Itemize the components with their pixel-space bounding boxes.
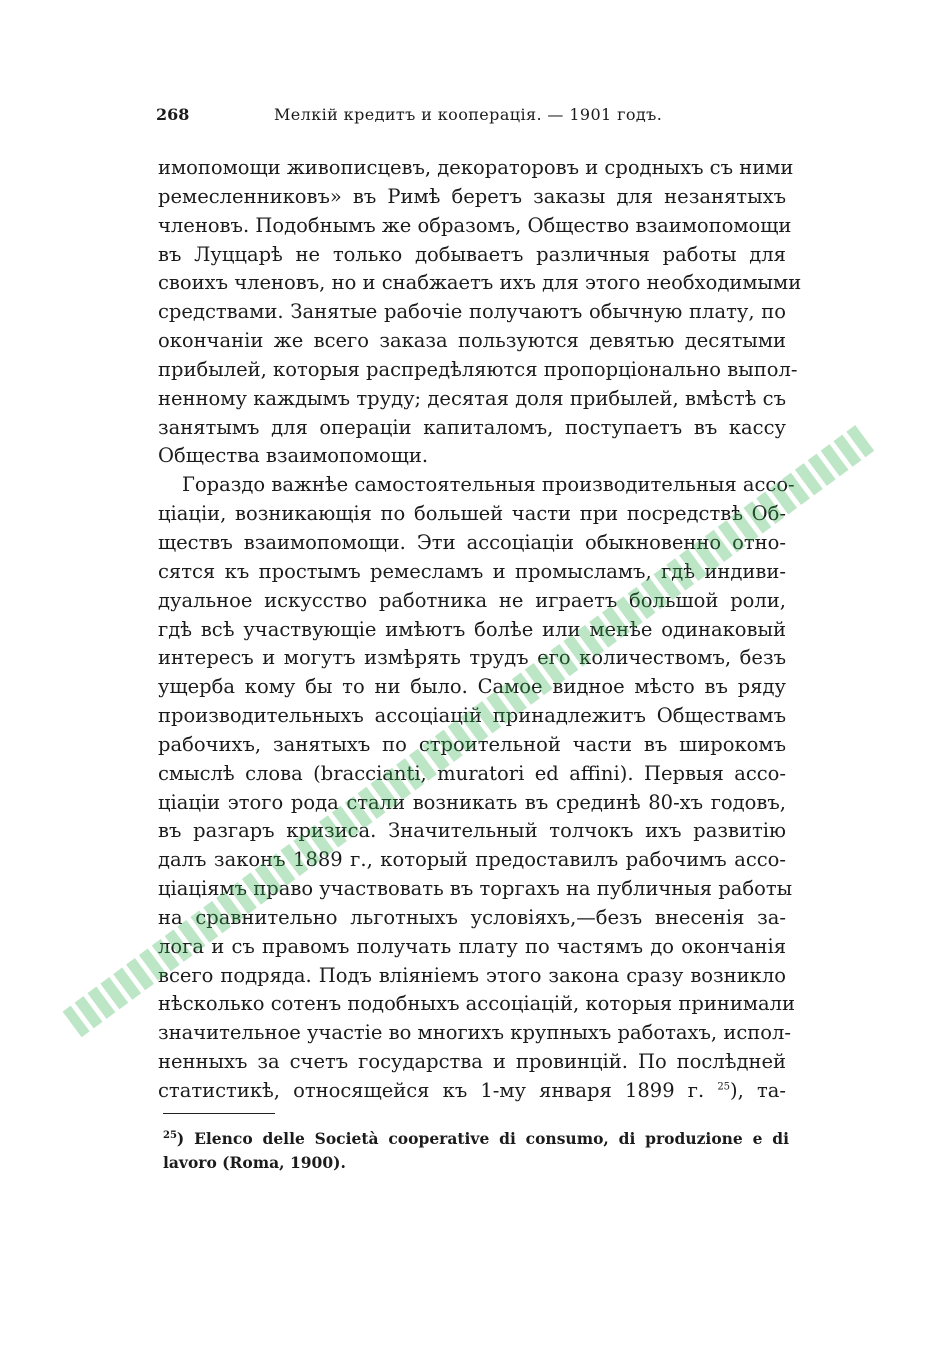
text-line: далъ законъ 1889 г., который предоставилъ рабочимъ ассо- — [158, 848, 786, 872]
footnote — [163, 1127, 789, 1175]
paragraph-first-line: Гораздо важнѣе самостоятельныя производительныя ассо- — [182, 473, 795, 497]
running-title: Мелкій кредитъ и кооперація. — 1901 годъ. — [274, 105, 663, 124]
text-line: ществъ взаимопомощи. Эти ассоціаціи обыкновенно отно- — [158, 530, 786, 554]
text-segment: статистикѣ, относящейся къ 1-му января 1899 г. — [158, 1079, 705, 1102]
text-line: гдѣ всѣ участвующіе имѣютъ болѣе или менѣе одинаковый — [158, 617, 786, 641]
text-line: дуальное искусство работника не играетъ большой роли, — [158, 588, 786, 612]
body-text — [158, 154, 802, 1106]
text-line: прибылей, которыя распредѣляются пропорціонально выпол- — [158, 357, 798, 381]
footnote-text: ) Elenco delle Società cooperative di consumo, di produzione e di — [176, 1129, 789, 1148]
footnote-line — [163, 1127, 789, 1151]
running-head — [156, 103, 788, 127]
footnote-marker: 25 — [163, 1129, 177, 1141]
text-segment: ), та- — [730, 1079, 786, 1102]
text-line: интересъ и могутъ измѣрять трудъ его количествомъ, безъ — [158, 646, 786, 670]
text-line: нѣсколько сотенъ подобныхъ ассоціацій, которыя принимали — [158, 992, 796, 1016]
text-line: рабочихъ, занятыхъ по строительной части въ широкомъ — [158, 732, 786, 756]
text-line: всего подряда. Подъ вліяніемъ этого закона сразу возникло — [158, 963, 786, 987]
text-line: ремесленниковъ» въ Римѣ беретъ заказы для незанятыхъ — [158, 184, 786, 208]
text-line: ненныхъ за счетъ государства и провинцій. По послѣдней — [158, 1050, 786, 1074]
text-line: своихъ членовъ, но и снабжаетъ ихъ для этого необходимыми — [158, 271, 802, 295]
text-line: имопомощи живописцевъ, декораторовъ и сродныхъ съ ними — [158, 156, 794, 179]
text-line: ненному каждымъ труду; десятая доля прибылей, вмѣстѣ съ — [158, 386, 786, 410]
footnote-reference[interactable]: 25 — [717, 1081, 731, 1093]
text-line: ціаціи этого рода стали возникать въ срединѣ 80-хъ годовъ, — [158, 790, 786, 814]
text-line: производительныхъ ассоціацій принадлежитъ Обществамъ — [158, 704, 786, 728]
text-line: смыслѣ слова (braccianti, muratori ed affini). Первыя ассо- — [158, 761, 786, 785]
text-line: лога и съ правомъ получать плату по частямъ до окончанія — [158, 934, 786, 958]
text-line-with-footnote-ref — [158, 1077, 786, 1106]
text-line: ущерба кому бы то ни было. Самое видное мѣсто въ ряду — [158, 675, 786, 699]
text-line: сятся къ простымъ ремесламъ и промысламъ, гдѣ индиви- — [158, 559, 786, 583]
footnote-divider — [163, 1113, 275, 1114]
text-line: средствами. Занятые рабочіе получаютъ обычную плату, по — [158, 300, 786, 324]
text-line: членовъ. Подобнымъ же образомъ, Общество взаимопомощи — [158, 213, 792, 237]
text-line: ціаціямъ право участвовать въ торгахъ на публичныя работы — [158, 877, 793, 901]
text-line: на сравнительно льготныхъ условіяхъ,—безъ внесенія за- — [158, 905, 786, 929]
text-line: въ Луццарѣ не только добываетъ различныя работы для — [158, 242, 786, 266]
text-line: ціаціи, возникающія по большей части при посредствѣ Об- — [158, 502, 786, 526]
footnote-line: lavoro (Roma, 1900). — [163, 1153, 346, 1172]
text-line: значительное участіе во многихъ крупныхъ работахъ, испол- — [158, 1021, 791, 1045]
text-line: въ разгаръ кризиса. Значительный толчокъ ихъ развитію — [158, 819, 786, 843]
page-number: 268 — [156, 105, 190, 124]
text-line: Общества взаимопомощи. — [158, 444, 429, 468]
text-line: окончаніи же всего заказа пользуются девятью десятыми — [158, 329, 786, 353]
text-line: занятымъ для операціи капиталомъ, поступаетъ въ кассу — [158, 415, 786, 439]
